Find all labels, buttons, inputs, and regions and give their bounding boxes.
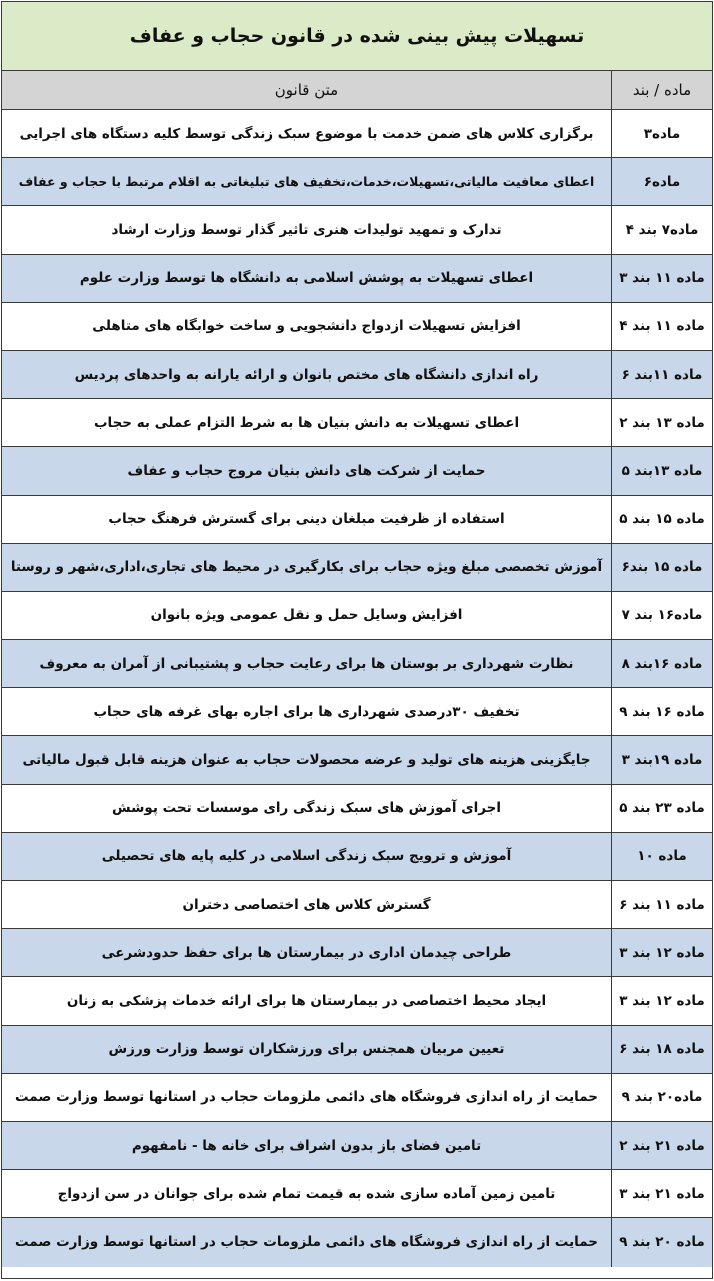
table-row	[2, 206, 712, 254]
row-text: جایگزینی هزینه های تولید و عرضه محصولات حجاب به عنوان هزینه قابل قبول مالیاتی	[22, 752, 591, 769]
row-article: ماده ۱۶ بند ۹	[611, 688, 712, 735]
table-row	[2, 110, 712, 158]
table-row	[2, 1122, 712, 1170]
row-text: تدارک و تمهید تولیدات هنری تاثیر گذار توسط وزارت ارشاد	[111, 221, 502, 238]
table-row	[2, 929, 712, 977]
row-article: ماده۲۰ بند ۹	[611, 1074, 712, 1121]
row-article: ماده ۱۶بند ۸	[611, 640, 712, 687]
table-row	[2, 736, 712, 784]
row-article: ماده۱۶ بند ۷	[611, 592, 712, 639]
row-article: ماده ۱۱بند ۶	[611, 351, 712, 398]
row-text: تخفیف ۳۰درصدی شهرداری ها برای اجاره بهای غرفه های حجاب	[93, 703, 520, 720]
table-title-bar	[2, 2, 712, 71]
row-article: ماده ۱۲ بند ۳	[611, 977, 712, 1024]
table-row	[2, 592, 712, 640]
table-row	[2, 447, 712, 495]
row-article: ماده ۲۳ بند ۵	[611, 785, 712, 832]
table-title: تسهیلات پیش بینی شده در قانون حجاب و عفاف	[129, 25, 585, 47]
document-table	[1, 1, 713, 1279]
table-row	[2, 544, 712, 592]
table-row	[2, 833, 712, 881]
row-text: ایجاد محیط اختصاصی در بیمارستان ها برای ارائه خدمات پزشکی به زنان	[66, 992, 547, 1009]
row-article: ماده۶	[611, 158, 712, 205]
row-article: ماده ۱۸ بند ۶	[611, 1026, 712, 1073]
header-article: ماده / بند	[611, 71, 712, 109]
row-article: ماده ۱۳ بند ۲	[611, 399, 712, 446]
row-article: ماده ۲۰ بند ۹	[611, 1218, 712, 1266]
row-article: ماده ۱۲ بند ۳	[611, 929, 712, 976]
row-article: ماده۳	[611, 110, 712, 157]
row-text: برگزاری کلاس های ضمن خدمت با موضوع سبک زندگی توسط کلیه دستگاه های اجرایی	[19, 125, 594, 142]
row-text: راه اندازی دانشگاه های مختص بانوان و ارائه یارانه به واحدهای پردیس	[74, 366, 539, 383]
row-text: حمایت از شرکت های دانش بنیان مروج حجاب و عفاف	[127, 462, 486, 479]
row-text: گسترش کلاس های اختصاصی دختران	[182, 896, 431, 913]
table-row	[2, 351, 712, 399]
row-article: ماده۷ بند ۴	[611, 206, 712, 253]
table-row	[2, 158, 712, 206]
row-text: اعطای تسهیلات به دانش بنیان ها به شرط التزام عملی به حجاب	[93, 414, 520, 431]
row-text: استفاده از ظرفیت مبلغان دینی برای گسترش فرهنگ حجاب	[108, 511, 505, 528]
row-text: افزایش تسهیلات ازدواج دانشجویی و ساخت خوابگاه های متاهلی	[92, 318, 521, 335]
table-row	[2, 1074, 712, 1122]
row-article: ماده ۱۱ بند ۴	[611, 303, 712, 350]
table-row	[2, 1218, 712, 1266]
header-text: متن قانون	[274, 81, 339, 99]
row-article: ماده ۱۵ بند۶	[611, 544, 712, 591]
table-row	[2, 255, 712, 303]
row-article: ماده ۱۱ بند ۶	[611, 881, 712, 928]
table-row	[2, 977, 712, 1025]
table-row	[2, 688, 712, 736]
row-text: تامین زمین آماده سازی شده به قیمت تمام شده برای جوانان در سن ازدواج	[57, 1185, 556, 1202]
table-row	[2, 1026, 712, 1074]
row-text: اعطای معافیت مالیاتی،تسهیلات،خدمات،تخفیف های تبلیغاتی به اقلام مرتبط با حجاب و عفاف	[18, 174, 595, 190]
row-text: حمایت از راه اندازی فروشگاه های دائمی ملزومات حجاب در استانها توسط وزارت صمت	[14, 1234, 599, 1251]
table-row	[2, 785, 712, 833]
row-text: آموزش و ترویج سبک زندگی اسلامی در کلیه پایه های تحصیلی	[101, 848, 512, 865]
table-row	[2, 881, 712, 929]
row-text: اعطای تسهیلات به پوشش اسلامی به دانشگاه ها توسط وزارت علوم	[79, 270, 534, 287]
row-article: ماده ۱۳بند ۵	[611, 447, 712, 494]
table-row	[2, 399, 712, 447]
table-row	[2, 1170, 712, 1218]
table-body	[2, 110, 712, 1267]
table-header-row	[2, 71, 712, 110]
table-row	[2, 496, 712, 544]
row-article: ماده ۱۹بند ۳	[611, 736, 712, 783]
row-text: آموزش تخصصی مبلغ ویژه حجاب برای بکارگیری در محیط های تجاری،اداری،شهر و روستا	[10, 559, 603, 576]
row-text: تعیین مربیان همجنس برای ورزشکاران توسط وزارت ورزش	[108, 1041, 505, 1058]
row-text: حمایت از راه اندازی فروشگاه های دائمی ملزومات حجاب در استانها توسط وزارت صمت	[14, 1089, 599, 1106]
row-article: ماده ۲۱ بند ۲	[611, 1122, 712, 1169]
row-text: نظارت شهرداری بر بوستان ها برای رعایت حجاب و پشتیبانی از آمران به معروف	[39, 655, 574, 672]
row-article: ماده ۲۱ بند ۳	[611, 1170, 712, 1217]
table-row	[2, 303, 712, 351]
row-text: اجرای آموزش های سبک زندگی رای موسسات تحت پوشش	[112, 800, 501, 817]
row-text: طراحی چیدمان اداری در بیمارستان ها برای حفظ حدودشرعی	[101, 944, 512, 961]
row-article: ماده ۱۰	[611, 833, 712, 880]
row-text: افزایش وسایل حمل و نقل عمومی ویژه بانوان	[150, 607, 463, 624]
row-article: ماده ۱۱ بند ۳	[611, 255, 712, 302]
row-article: ماده ۱۵ بند ۵	[611, 496, 712, 543]
table-row	[2, 640, 712, 688]
row-text: تامین فضای باز بدون اشراف برای خانه ها - نامفهوم	[131, 1137, 482, 1154]
